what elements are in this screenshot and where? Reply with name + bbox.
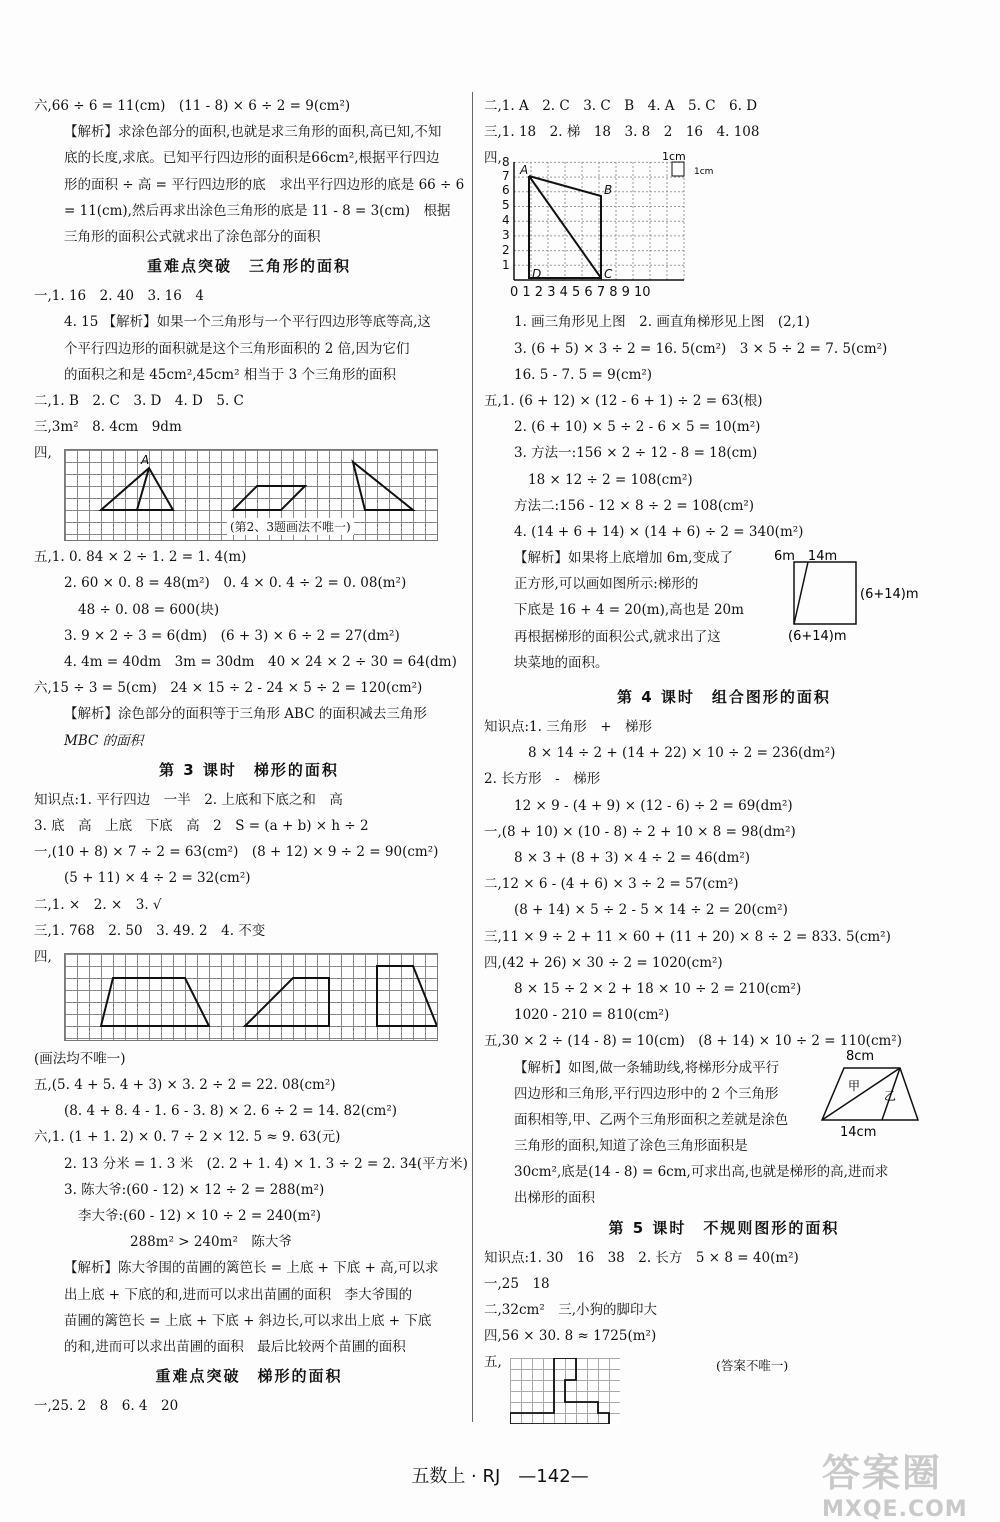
answer-note: (答案不唯一): [716, 1358, 789, 1374]
coordinate-plot-block: [484, 150, 964, 310]
answer-line: 二,1. × 2. × 3. √: [34, 896, 162, 913]
analysis-line: 【解析】如果将上底增加 6m,变成了: [514, 550, 733, 567]
answer-line: 五,1. 0. 84 × 2 ÷ 1. 2 = 1. 4(m): [34, 549, 247, 566]
x-ticks: 0 1 2 3 4 5 6 7 8 9 10: [510, 285, 651, 301]
analysis-line: 的和,进而可以求出苗圃的面积 最后比较两个苗圃的面积: [64, 1338, 406, 1355]
answer-line: 一,(10 + 8) × 7 ÷ 2 = 63(cm²) (8 + 12) × 9 ÷ 2 = 90(cm²): [34, 844, 439, 861]
answer-line: 4. 15 【解析】如果一个三角形与一个平行四边形等底等高,这: [64, 314, 431, 331]
grid-figures: [65, 954, 437, 1040]
analysis-line: 出梯形的面积: [514, 1190, 595, 1207]
point-label-a: A: [520, 163, 529, 178]
answer-line: 288m² > 240m² 陈大爷: [130, 1234, 292, 1251]
analysis-line: 面积相等,甲、乙两个三角形面积之差就是涂色: [514, 1111, 789, 1128]
trapezoid-figure: [818, 1048, 928, 1144]
unit-label: 1cm: [662, 150, 686, 164]
triangle-yi-label: 乙: [884, 1088, 897, 1103]
analysis-line: 底的长度,求底。已知平行四边形的面积是66cm²,根据平行四边: [64, 150, 440, 167]
answer-line: 1020 - 210 = 810(cm²): [514, 1007, 670, 1024]
analysis-line: MBC 的面积: [64, 732, 144, 749]
grid-note: (画法均不唯一): [34, 1050, 126, 1067]
page-footer: 五数上 · RJ —142—: [411, 1466, 589, 1487]
answer-line: 方法二:156 - 12 × 8 ÷ 2 = 108(cm²): [514, 497, 755, 514]
answer-line: 四,56 × 30. 8 ≈ 1725(m²): [484, 1328, 657, 1345]
trapezoid-figure-block: [484, 1048, 964, 1208]
figure-top-label: 6m 14m: [774, 549, 838, 565]
grid-figures: [510, 1358, 620, 1424]
analysis-line: 出上底 + 下底的和,进而可以求出苗圃的面积 李大爷围的: [64, 1286, 413, 1303]
answer-line: 一,25. 2 8 6. 4 20: [34, 1398, 179, 1415]
analysis-line: 下底是 16 + 4 = 20(m),高也是 20m: [514, 602, 744, 619]
answer-line: 48 ÷ 0. 08 = 600(块): [78, 601, 220, 618]
trapezoid-top-label: 8cm: [846, 1048, 875, 1064]
figure-side-label: (6+14)m: [860, 587, 919, 603]
grid-note: (第2、3题画法不唯一): [227, 518, 354, 535]
trapezoid-grid-block: [34, 949, 464, 1043]
analysis-line: 苗圃的篱笆长 = 上底 + 下底 + 斜边长,可以求出上底 + 下底: [64, 1312, 432, 1329]
answer-line: 一,1. 16 2. 40 3. 16 4: [34, 288, 204, 305]
analysis-line: 个平行四边形的面积就是这个三角形面积的 2 倍,因为它们: [64, 340, 410, 357]
y-tick: 4: [502, 213, 510, 228]
analysis-line: 正方形,可以画如图所示:梯形的: [514, 576, 699, 593]
answer-line: 2. (6 + 10) × 5 ÷ 2 - 6 × 5 = 10(m²): [514, 419, 761, 436]
answer-line: 三,3m² 8. 4cm 9dm: [34, 419, 182, 436]
answer-line: 知识点:1. 30 16 38 2. 长方 5 × 8 = 40(m²): [484, 1249, 799, 1266]
section-heading: 第 5 课时 不规则图形的面积: [608, 1218, 840, 1237]
answer-line: 四,: [34, 445, 52, 462]
analysis-line: = 11(cm),然后再求出涂色三角形的底是 11 - 8 = 3(cm) 根据: [64, 202, 451, 219]
answer-line: 8 × 3 + (8 + 3) × 4 ÷ 2 = 46(dm²): [514, 850, 750, 866]
answer-line: 3. 底 高 上底 下底 高 2 S = (a + b) × h ÷ 2: [34, 817, 369, 834]
answer-line: 4. (14 + 6 + 14) × (14 + 6) ÷ 2 = 340(m²): [514, 523, 804, 540]
answer-line: 五,1. (6 + 12) × (12 - 6 + 1) ÷ 2 = 63(根): [484, 392, 763, 409]
answer-line: 二,12 × 6 - (4 + 6) × 3 ÷ 2 = 57(cm²): [484, 876, 739, 893]
coordinate-plot: [502, 150, 742, 310]
answer-line: 一,25 18: [484, 1275, 550, 1292]
answer-line: 18 × 12 ÷ 2 = 108(cm²): [528, 471, 693, 488]
answer-line: 2. 长方形 - 梯形: [484, 771, 601, 788]
answer-line: 三,1. 18 2. 梯 18 3. 8 2 16 4. 108: [484, 124, 760, 141]
answer-line: 李大爷:(60 - 12) × 10 ÷ 2 = 240(m²): [78, 1208, 322, 1224]
answer-line: (8. 4 + 8. 4 - 1. 6 - 3. 8) × 2. 6 ÷ 2 = 14. 82(cm²): [64, 1103, 398, 1120]
analysis-line: 30cm²,底是(14 - 8) = 6cm,可求出高,也就是梯形的高,进而求: [514, 1164, 889, 1181]
answer-line: 16. 5 - 7. 5 = 9(cm²): [514, 366, 653, 383]
y-tick: 8: [502, 155, 510, 170]
answer-line: (5 + 11) × 4 ÷ 2 = 32(cm²): [64, 870, 251, 887]
analysis-line: 的面积之和是 45cm²,45cm² 相当于 3 个三角形的面积: [64, 366, 396, 383]
answer-line: 六,66 ÷ 6 = 11(cm) (11 - 8) × 6 ÷ 2 = 9(cm²): [34, 98, 351, 114]
square-figure: [774, 548, 944, 648]
y-tick: 3: [502, 228, 510, 243]
drawing-grid: [64, 449, 438, 541]
answer-line: 4. 4m = 40dm 3m = 30dm 40 × 24 × 2 ÷ 30 = 64(dm): [64, 654, 457, 670]
answer-line: 3. 陈大爷:(60 - 12) × 12 ÷ 2 = 288(m²): [64, 1181, 325, 1198]
analysis-line: 【解析】如图,做一条辅助线,将梯形分成平行: [514, 1059, 780, 1076]
y-tick: 2: [502, 243, 510, 258]
drawing-grid: [64, 953, 438, 1041]
answer-line: 知识点:1. 三角形 + 梯形: [484, 719, 653, 736]
answer-line: 四,: [484, 150, 502, 167]
answer-line: 三,1. 768 2. 50 3. 49. 2 4. 不变: [34, 922, 266, 939]
triangle-jia-label: 甲: [848, 1078, 861, 1093]
answer-line: 8 × 15 ÷ 2 × 2 + 18 × 10 ÷ 2 = 210(cm²): [514, 980, 802, 997]
answer-line: 1. 画三角形见上图 2. 画直角梯形见上图 (2,1): [514, 314, 810, 331]
answer-line: 六,1. (1 + 1. 2) × 0. 7 ÷ 2 × 12. 5 ≈ 9. 63(元): [34, 1129, 341, 1146]
answer-line: 二,1. B 2. C 3. D 4. D 5. C: [34, 392, 244, 409]
analysis-line: 块菜地的面积。: [514, 654, 609, 671]
answer-line: 3. 方法一:156 × 2 ÷ 12 - 8 = 18(cm): [514, 445, 758, 462]
right-column: [484, 98, 964, 1434]
answer-line: 知识点:1. 平行四边 一半 2. 上底和下底之和 高: [34, 791, 343, 808]
answer-line: 一,(8 + 10) × (10 - 8) ÷ 2 + 10 × 8 = 98(dm²): [484, 823, 796, 840]
section-heading: 重难点突破 三角形的面积: [146, 257, 351, 276]
y-tick: 6: [502, 183, 510, 198]
watermark-logo: [822, 1442, 984, 1522]
analysis-line: 三角形的面积公式就求出了涂色部分的面积: [64, 228, 321, 245]
point-label-b: B: [604, 183, 613, 198]
trapezoid-bottom-label: 14cm: [840, 1124, 877, 1140]
figure-bottom-label: (6+14)m: [788, 629, 847, 645]
analysis-line: 三角形的面积,知道了涂色三角形面积是: [514, 1138, 748, 1155]
answer-line: 2. 13 分米 = 1. 3 米 (2. 2 + 1. 4) × 1. 3 ÷ 2 = 2. 34(平方米): [64, 1155, 468, 1172]
answer-line: 3. 9 × 2 ÷ 3 = 6(dm) (6 + 3) × 6 ÷ 2 = 27(dm²): [64, 627, 400, 644]
answer-line: 四,(42 + 26) × 30 ÷ 2 = 1020(cm²): [484, 954, 723, 971]
column-divider: [472, 92, 473, 1422]
section-heading: 第 4 课时 组合图形的面积: [617, 688, 831, 707]
answer-line: 二,32cm² 三,小狗的脚印大: [484, 1302, 658, 1318]
point-label-a: A: [141, 453, 150, 468]
answer-line: 五,(5. 4 + 5. 4 + 3) × 3. 2 ÷ 2 = 22. 08(cm²): [34, 1077, 336, 1094]
irregular-figure-block: [484, 1354, 964, 1434]
triangle-grid-block: [34, 445, 464, 543]
analysis-line: 【解析】涂色部分的面积等于三角形 ABC 的面积减去三角形: [64, 706, 427, 723]
answer-line: 二,1. A 2. C 3. C B 4. A 5. C 6. D: [484, 98, 758, 114]
analysis-line: 形的面积 ÷ 高 = 平行四边形的底 求出平行四边形的底是 66 ÷ 6: [64, 176, 465, 193]
y-tick: 5: [502, 198, 510, 213]
analysis-line: 【解析】陈大爷围的苗圃的篱笆长 = 上底 + 下底 + 高,可以求: [64, 1260, 439, 1277]
drawing-grid: [510, 1358, 620, 1424]
watermark-url: MXQE.COM: [822, 1497, 968, 1522]
section-heading: 重难点突破 梯形的面积: [155, 1367, 343, 1386]
unit-label-vertical: 1cm: [694, 167, 714, 178]
square-figure-block: [484, 550, 964, 680]
y-tick: 7: [502, 169, 510, 184]
answer-line: (8 + 14) × 5 ÷ 2 - 5 × 14 ÷ 2 = 20(cm²): [514, 902, 788, 919]
answer-line: 三,11 × 9 ÷ 2 + 11 × 60 + (11 + 20) × 8 ÷ 2 = 833. 5(cm²): [484, 928, 891, 945]
point-label-d: D: [532, 267, 542, 282]
analysis-line: 四边形和三角形,平行四边形中的 2 个三角形: [514, 1085, 779, 1102]
analysis-line: 再根据梯形的面积公式,就求出了这: [514, 628, 721, 645]
section-heading: 第 3 课时 梯形的面积: [159, 760, 339, 779]
answer-line: 12 × 9 - (4 + 9) × (12 - 6) ÷ 2 = 69(dm²): [514, 797, 793, 814]
left-column: [34, 98, 468, 1424]
answer-line: 六,15 ÷ 3 = 5(cm) 24 × 15 ÷ 2 - 24 × 5 ÷ 2 = 120(cm²): [34, 680, 423, 697]
answer-line: 五,30 × 2 ÷ (14 - 8) = 10(cm) (8 + 14) × 10 ÷ 2 = 110(cm²): [484, 1033, 902, 1050]
point-label-c: C: [604, 267, 613, 282]
watermark-text: 答案圈: [822, 1451, 943, 1495]
answer-line: 3. (6 + 5) × 3 ÷ 2 = 16. 5(cm²) 3 × 5 ÷ 2 = 7. 5(cm²): [514, 340, 888, 357]
y-tick: 1: [502, 258, 510, 273]
answer-line: 五,: [484, 1354, 502, 1371]
answer-line: 2. 60 × 0. 8 = 48(m²) 0. 4 × 0. 4 ÷ 2 = 0. 08(m²): [64, 575, 407, 592]
analysis-line: 【解析】求涂色部分的面积,也就是求三角形的面积,高已知,不知: [64, 124, 442, 141]
answer-line: 四,: [34, 948, 52, 965]
answer-line: 8 × 14 ÷ 2 + (14 + 22) × 10 ÷ 2 = 236(dm²): [528, 745, 836, 762]
